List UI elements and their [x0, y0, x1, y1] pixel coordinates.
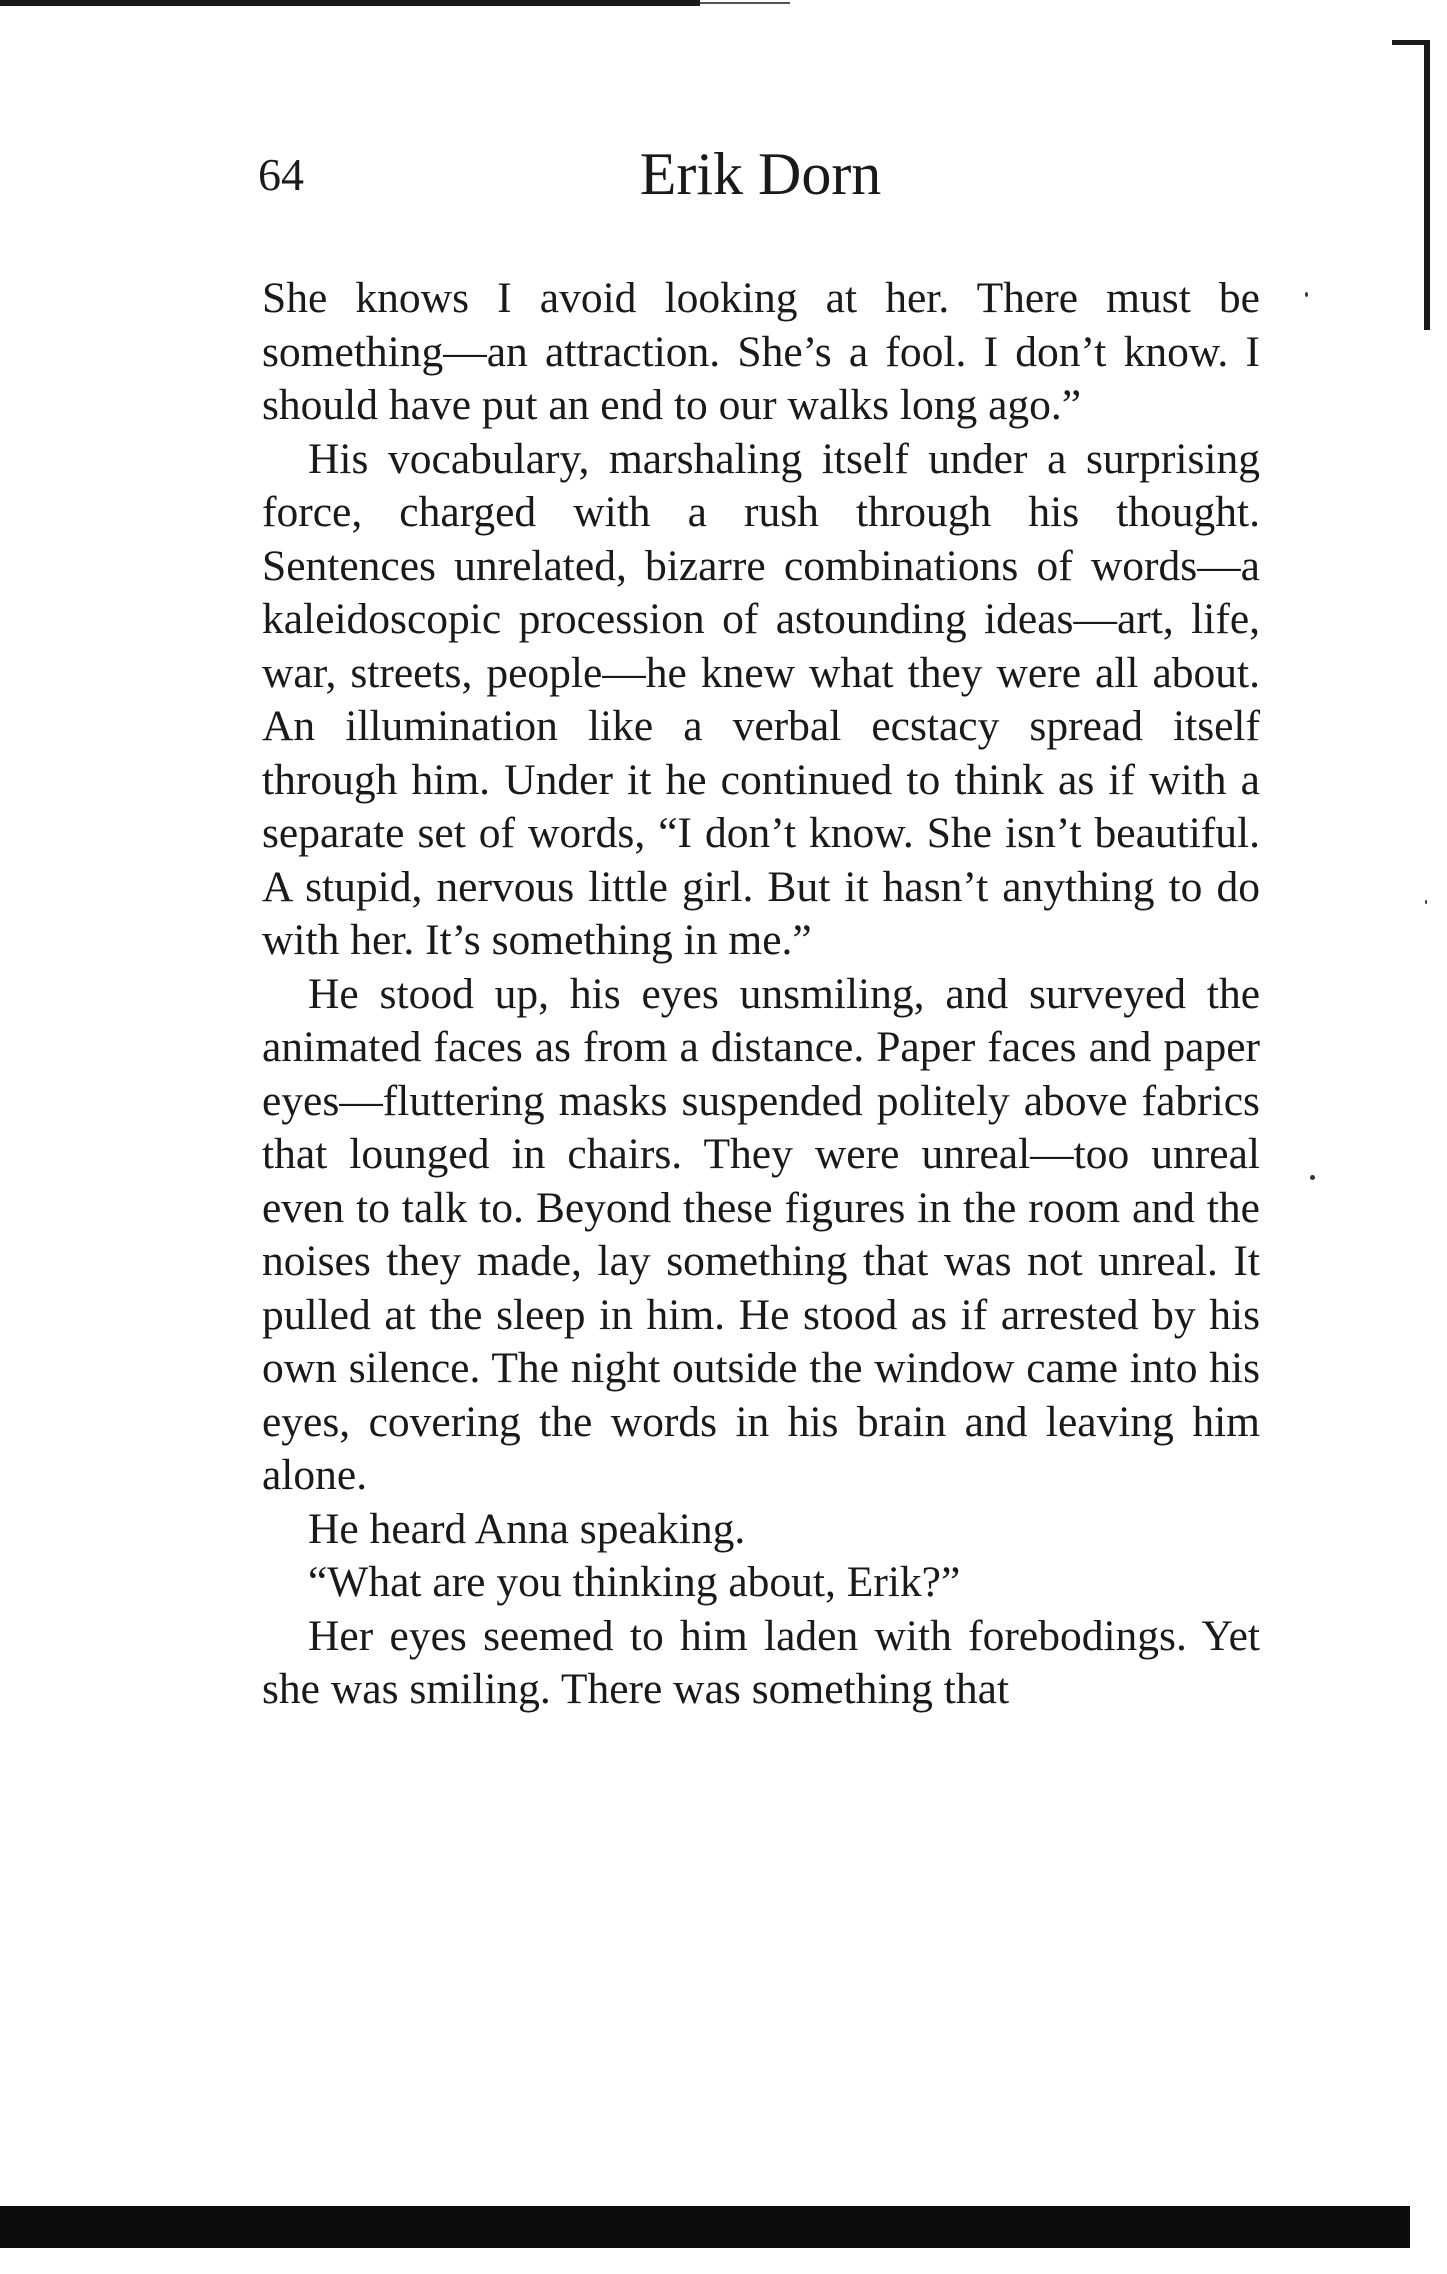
- paragraph-6: Her eyes seemed to him laden with forebodings. Yet she was smiling. There was something that: [262, 1611, 1260, 1713]
- right-margin-bracket: [1424, 40, 1430, 330]
- page-number: 64: [258, 149, 304, 200]
- print-speck: [1310, 1175, 1315, 1180]
- top-edge-rule-thin: [700, 2, 790, 4]
- print-speck: [1305, 292, 1308, 297]
- paragraph-2: His vocabulary, marshaling itself under a surprising force, charged with a rush through his thought. Sentences unrelated, bizarre combinations of words—a kaleidoscopic procession of astounding ideas—art, life, war, streets, people—he knew what they were all about. An illumination like a verbal ecstacy spread itself through him. Under it he continued to think as if with a separate set of words, “I don’t know. She isn’t beautiful. A stupid, nervous little girl. But it hasn’t anything to do with her. It’s something in me.”: [262, 434, 1260, 964]
- paragraph-1: She knows I avoid looking at her. There must be something—an attraction. She’s a fool. I don’t know. I should have put an end to our walks long ago.”: [262, 274, 1260, 429]
- running-title: Erik Dorn: [639, 141, 882, 207]
- top-edge-rule: [0, 0, 700, 6]
- paragraph-4: He heard Anna speaking.: [308, 1504, 746, 1553]
- paragraph-3: He stood up, his eyes unsmiling, and surveyed the animated faces as from a distance. Paper faces and paper eyes—fluttering masks suspended politely above fabrics that lounged in chairs. They were unreal—too unreal even to talk to. Beyond these figures in the room and the noises they made, lay something that was not unreal. It pulled at the sleep in him. He stood as if arrested by his own silence. The night outside the window came into his eyes, covering the words in his brain and leaving him alone.: [262, 969, 1260, 1499]
- bottom-edge-rule: [0, 2206, 1410, 2248]
- page-header: [258, 140, 1263, 210]
- page-body: [262, 272, 1260, 1717]
- paragraph-5: “What are you thinking about, Erik?”: [308, 1558, 961, 1606]
- print-speck: [1425, 900, 1427, 904]
